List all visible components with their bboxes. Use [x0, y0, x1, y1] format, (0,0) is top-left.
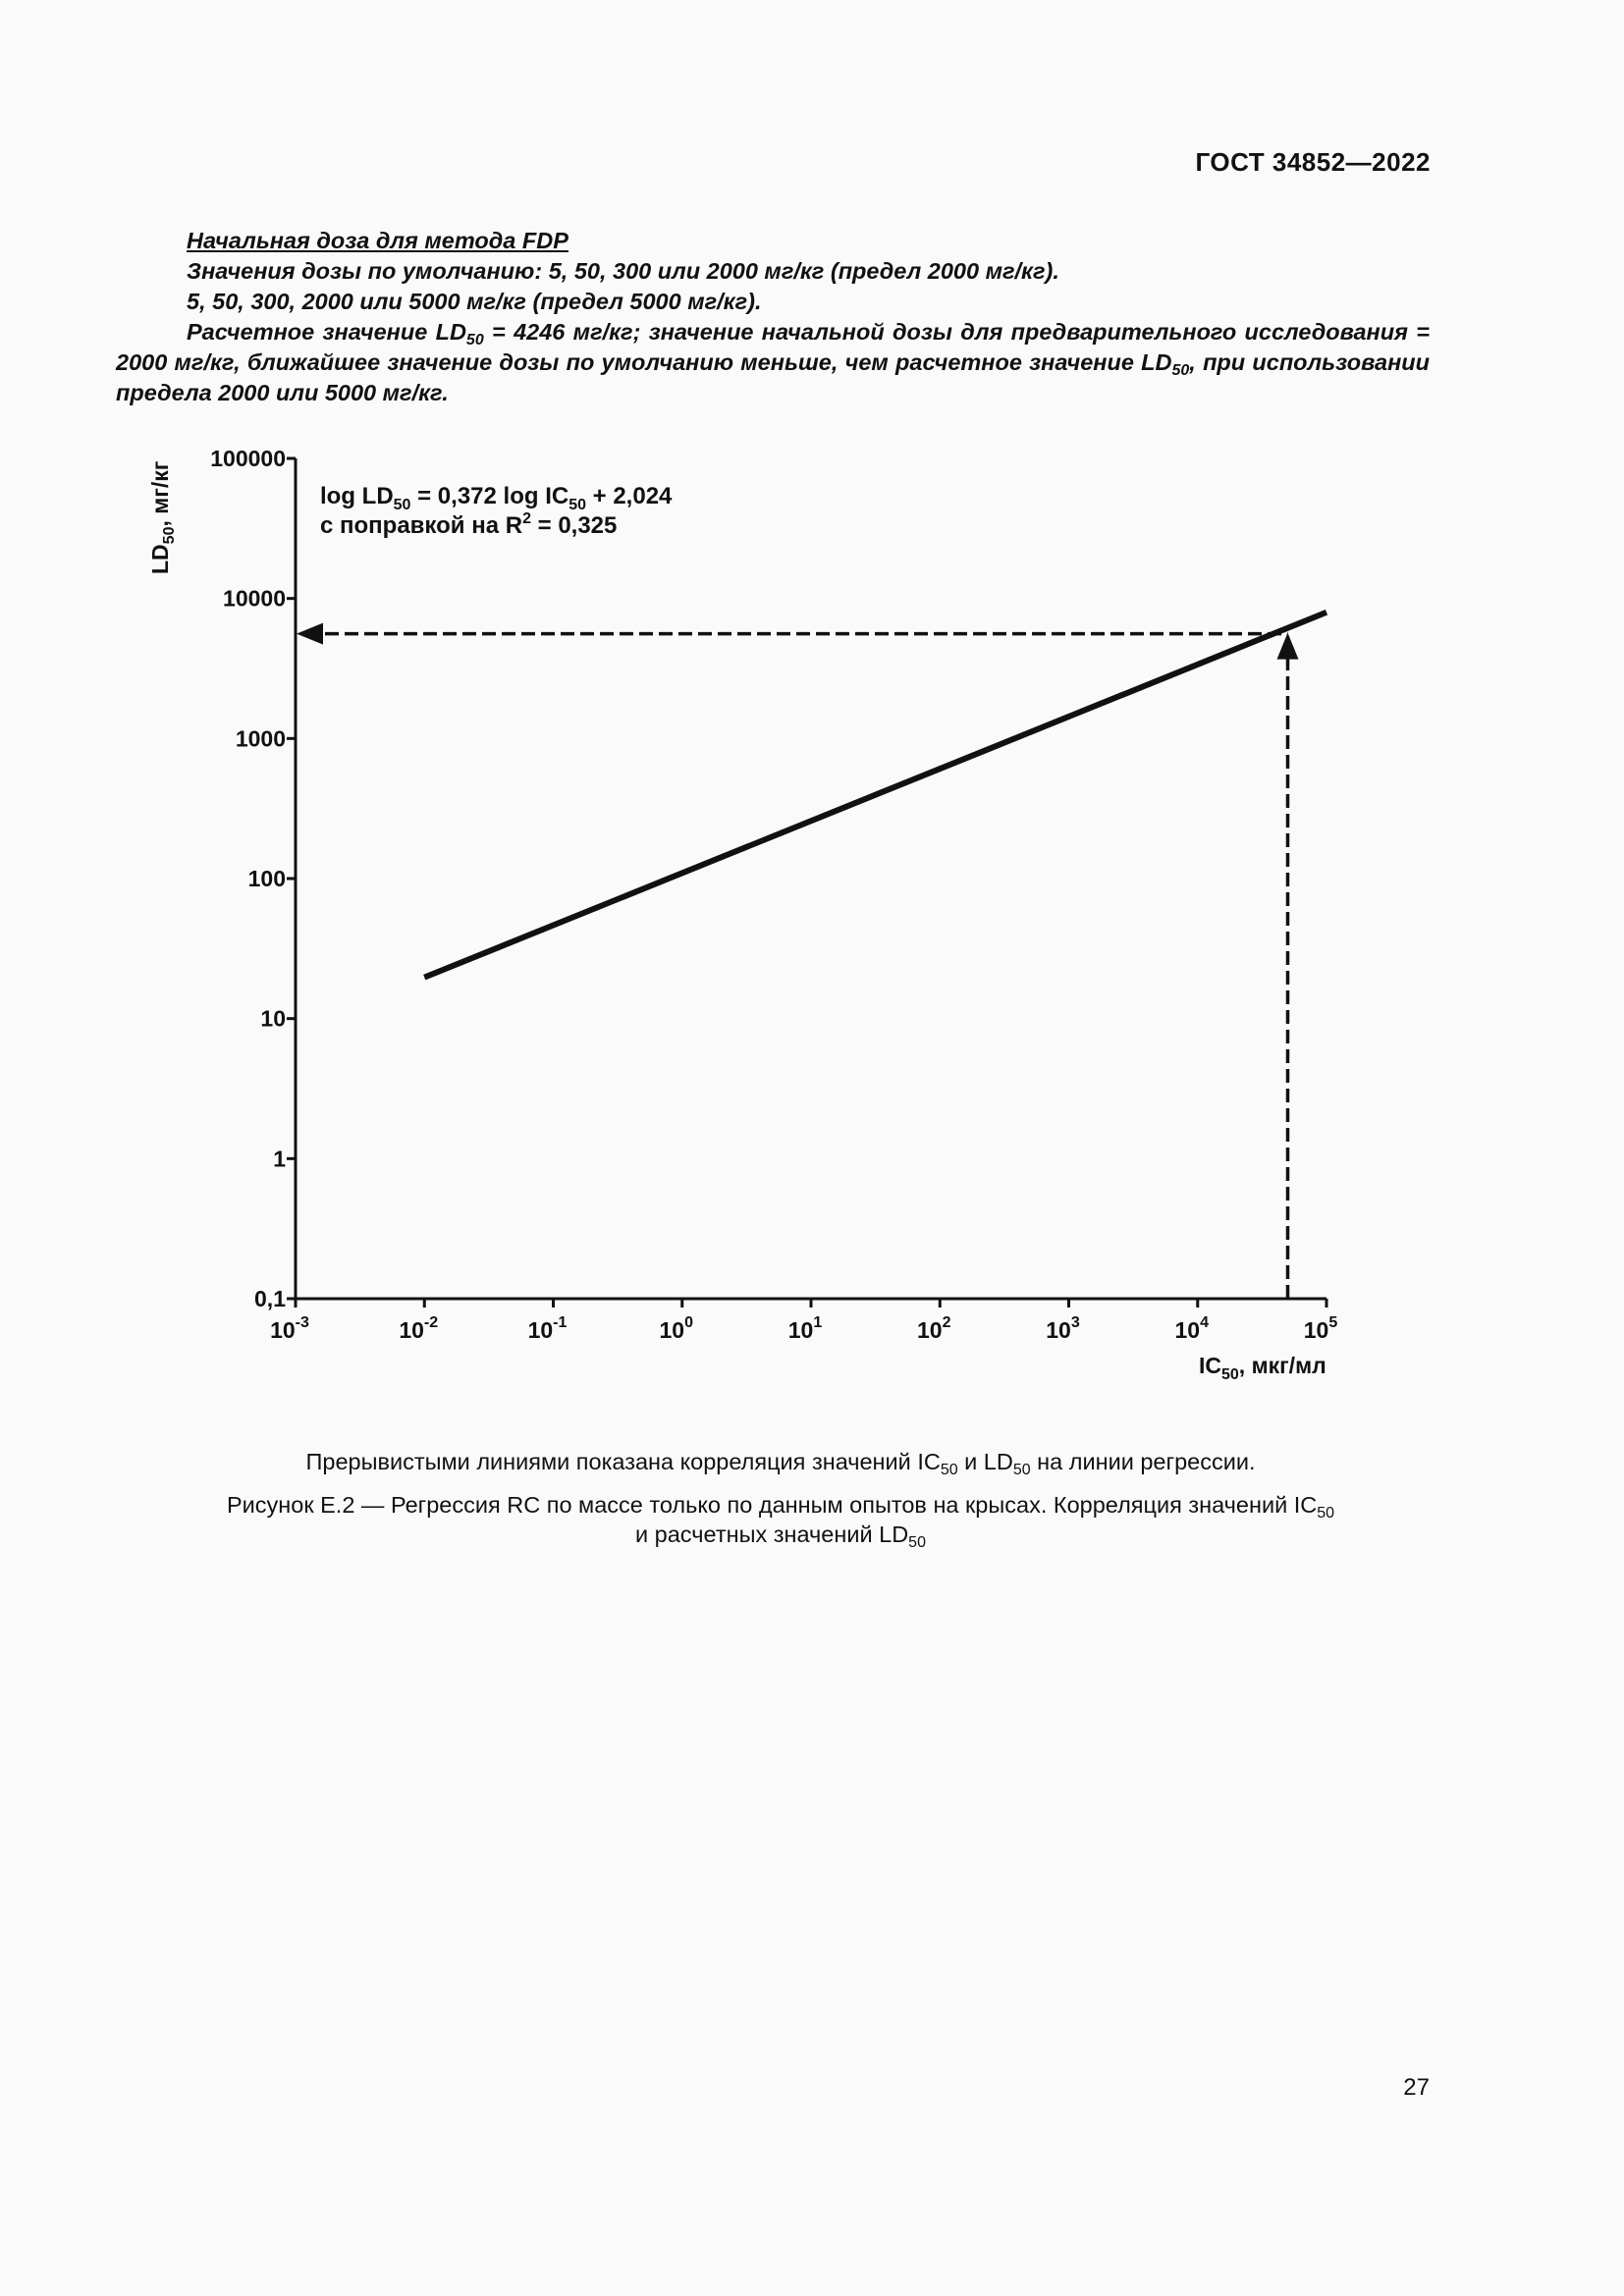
y-tick-label: 10 [260, 1005, 286, 1032]
x-axis-ticks [270, 1299, 1337, 1343]
x-tick-label: $10^1$ [787, 1314, 823, 1343]
y-tick-label: 1000 [235, 725, 286, 752]
regression-line [424, 613, 1326, 978]
page-number: 27 [1403, 2074, 1430, 2101]
note-paragraph: Расчетное значение $LD_{50} = 4246$ мг/кг; значение начальной дозы для предварительного исследования = 2000 мг/кг, ближайшее значение дозы по умолчанию меньше, чем расчетное значение $LD_{50}$, при использовании предела 2000 или 5000 мг/кг. [116, 319, 1430, 405]
x-tick-label: $10^2$ [917, 1314, 951, 1343]
x-tick-label: $10^{-3}$ [270, 1314, 309, 1343]
y-tick-label: 100000 [210, 446, 286, 471]
y-tick-label: 10000 [223, 585, 286, 612]
y-tick-label: 1 [273, 1146, 286, 1172]
figure-caption: Рисунок Е.2 — Регрессия RC по массе только по данным опытов на крысах. Корреляция значений $IC_{50}$ и расчетных значений $LD_{50}$ [226, 1492, 1335, 1551]
y-tick-label: 100 [247, 866, 286, 891]
x-tick-label: $10^{-2}$ [399, 1314, 439, 1343]
x-tick-label: $10^0$ [659, 1314, 693, 1343]
up-arrowhead [1276, 633, 1298, 660]
y-axis-label: $LD_{50}$, мг/кг [147, 460, 178, 574]
figure-note: Прерывистыми линиями показана корреляция значений $IC_{50}$ и $LD_{50}$ на линии регрессии. [305, 1449, 1256, 1478]
x-axis-label: $IC_{50}$, мкг/мл [1199, 1353, 1326, 1383]
left-arrowhead [297, 623, 323, 645]
x-tick-label: $10^3$ [1046, 1314, 1080, 1343]
note-line-1: Значения дозы по умолчанию: 5, 50, 300 или 2000 мг/кг (предел 2000 мг/кг). [187, 258, 1059, 284]
chart-series [424, 613, 1326, 978]
y-tick-label: 0,1 [254, 1286, 286, 1311]
document-header: ГОСТ 34852—2022 [1195, 147, 1431, 177]
x-tick-label: $10^5$ [1303, 1314, 1338, 1343]
note-heading: Начальная доза для метода FDP [187, 228, 568, 253]
chart-axes [296, 458, 1326, 1299]
correlation-dashes [297, 623, 1298, 1299]
regression-equation: $\log LD_{50} = 0,372$ $\log IC_{50} + 2,024$ [320, 483, 673, 513]
x-tick-label: $10^{-1}$ [527, 1314, 568, 1343]
r-squared-label: с поправкой на $R^2 = 0,325$ [320, 510, 618, 539]
note-line-2: 5, 50, 300, 2000 или 5000 мг/кг (предел 5000 мг/кг). [187, 289, 762, 314]
y-axis-ticks [210, 446, 296, 1311]
x-tick-label: $10^4$ [1174, 1314, 1209, 1343]
